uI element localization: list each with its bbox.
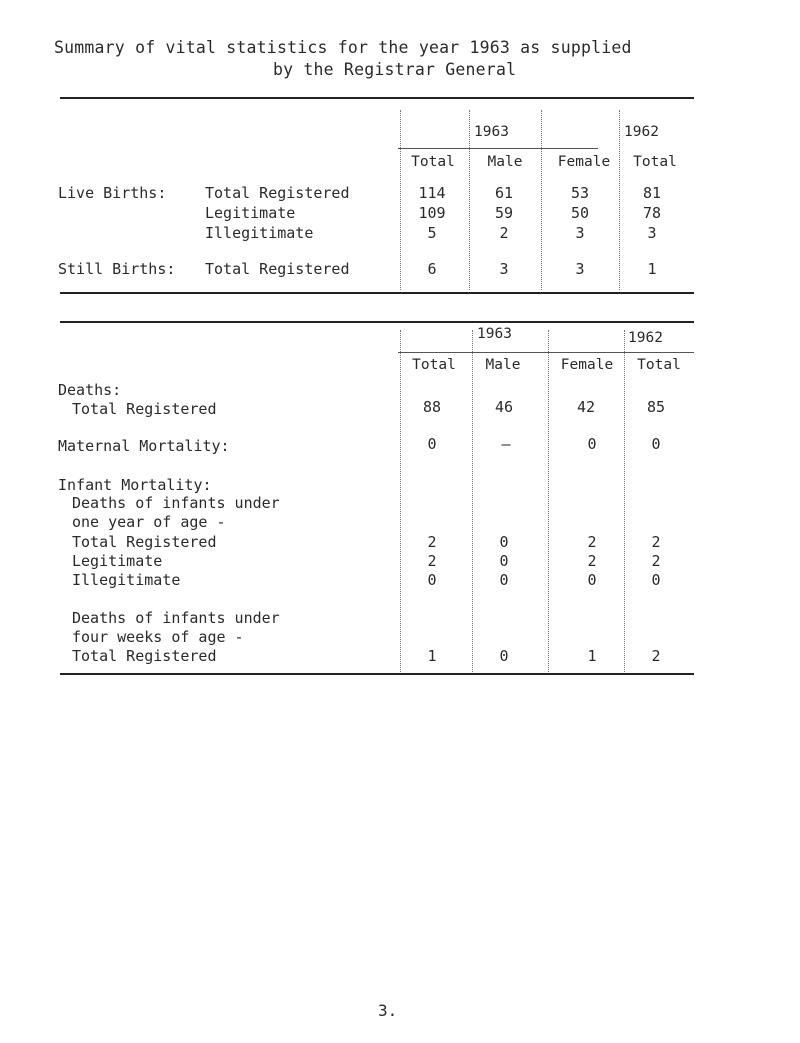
deaths-cell: 85 — [646, 398, 666, 416]
deaths-cell: 0 — [587, 571, 597, 589]
deaths-cell: 2 — [651, 552, 661, 570]
births-top-rule — [60, 97, 694, 99]
births-cell: 3 — [575, 260, 585, 278]
deaths-cell: 0 — [499, 571, 509, 589]
births-cell: 2 — [499, 224, 509, 242]
births-year-previous: 1962 — [624, 124, 659, 140]
births-cell: 59 — [494, 204, 514, 222]
deaths-heading: Deaths: — [58, 381, 122, 399]
deaths-cell: 0 — [499, 533, 509, 551]
deaths-cell: 46 — [494, 398, 514, 416]
deaths-divider-2 — [472, 330, 473, 672]
births-cell: 3 — [647, 224, 657, 242]
deaths-cell: 42 — [576, 398, 596, 416]
births-row-label: Total Registered — [205, 184, 350, 202]
page-title-line1: Summary of vital statistics for the year 1963 as supplied — [54, 38, 632, 57]
infant-row-label: Legitimate — [72, 552, 163, 570]
births-row-label: Total Registered — [205, 260, 350, 278]
neonatal-label: Total Registered — [72, 647, 217, 665]
deaths-cell: 0 — [651, 435, 661, 453]
deaths-col-total-1962: Total — [637, 357, 681, 373]
births-cell: 1 — [647, 260, 657, 278]
births-cell: 109 — [418, 204, 446, 222]
deaths-cell: 0 — [651, 571, 661, 589]
deaths-col-male: Male — [485, 357, 521, 373]
deaths-top-rule — [60, 321, 694, 323]
deaths-cell: 2 — [651, 647, 661, 665]
deaths-year-rule — [398, 352, 694, 353]
still-births-heading: Still Births: — [58, 260, 176, 278]
page-number: 3. — [378, 1001, 398, 1020]
births-cell: 61 — [494, 184, 514, 202]
births-divider-3 — [541, 110, 542, 290]
deaths-cell: 0 — [427, 435, 437, 453]
deaths-cell: 0 — [499, 647, 509, 665]
deaths-cell: 1 — [587, 647, 597, 665]
births-cell: 114 — [418, 184, 446, 202]
deaths-bottom-rule — [60, 673, 694, 675]
neonatal-sub2: four weeks of age - — [72, 628, 244, 646]
deaths-cell: 2 — [587, 552, 597, 570]
births-cell: 3 — [575, 224, 585, 242]
deaths-cell: 2 — [651, 533, 661, 551]
infant-row-label: Illegitimate — [72, 571, 181, 589]
births-bottom-rule — [60, 292, 694, 294]
births-cell: 78 — [642, 204, 662, 222]
page-title-line2: by the Registrar General — [273, 60, 517, 79]
deaths-cell: – — [501, 435, 511, 453]
neonatal-sub1: Deaths of infants under — [72, 609, 280, 627]
infant-mortality-sub1: Deaths of infants under — [72, 494, 280, 512]
deaths-cell: 2 — [427, 533, 437, 551]
births-col-total-1962: Total — [633, 154, 677, 170]
deaths-cell: 2 — [427, 552, 437, 570]
live-births-heading: Live Births: — [58, 184, 167, 202]
births-divider-2 — [469, 110, 470, 290]
births-col-female: Female — [557, 154, 611, 170]
deaths-divider-4 — [624, 330, 625, 672]
deaths-cell: 0 — [499, 552, 509, 570]
births-col-total-1963: Total — [411, 154, 455, 170]
births-divider-4 — [619, 110, 620, 290]
maternal-mortality-label: Maternal Mortality: — [58, 437, 230, 455]
births-year-current: 1963 — [474, 124, 509, 140]
births-row-label: Illegitimate — [205, 224, 314, 242]
births-divider-1 — [400, 110, 401, 290]
infant-mortality-heading: Infant Mortality: — [58, 476, 212, 494]
deaths-cell: 0 — [587, 435, 597, 453]
births-year-rule — [398, 148, 598, 149]
infant-mortality-sub2: one year of age - — [72, 513, 226, 531]
deaths-cell: 88 — [422, 398, 442, 416]
deaths-total-label: Total Registered — [72, 400, 217, 418]
births-cell: 50 — [570, 204, 590, 222]
deaths-year-previous: 1962 — [628, 330, 663, 346]
deaths-col-total-1963: Total — [412, 357, 456, 373]
births-row-label: Legitimate — [205, 204, 296, 222]
deaths-year-current: 1963 — [477, 326, 512, 342]
births-cell: 3 — [499, 260, 509, 278]
births-cell: 53 — [570, 184, 590, 202]
deaths-divider-1 — [400, 330, 401, 672]
deaths-cell: 0 — [427, 571, 437, 589]
births-cell: 81 — [642, 184, 662, 202]
births-col-male: Male — [487, 154, 523, 170]
infant-row-label: Total Registered — [72, 533, 217, 551]
deaths-cell: 2 — [587, 533, 597, 551]
deaths-cell: 1 — [427, 647, 437, 665]
deaths-col-female: Female — [560, 357, 614, 373]
deaths-divider-3 — [548, 330, 549, 672]
births-cell: 5 — [427, 224, 437, 242]
births-cell: 6 — [427, 260, 437, 278]
